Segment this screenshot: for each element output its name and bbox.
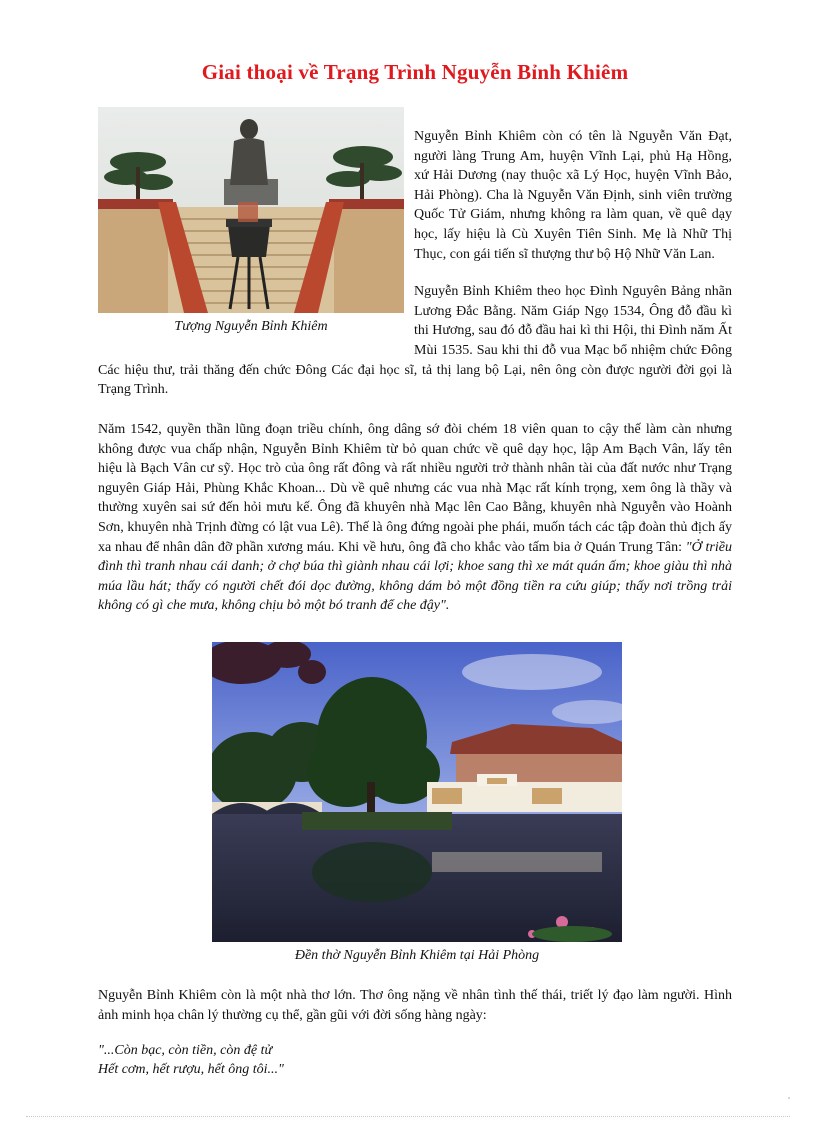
page-title: Giai thoại về Trạng Trình Nguyễn Bỉnh Khiêm	[201, 60, 629, 84]
temple-caption: Đền thờ Nguyễn Bỉnh Khiêm tại Hải Phòng	[294, 948, 540, 963]
paragraph-career-text: Năm 1542, quyền thần lũng đoạn triều chính, ông dâng sớ đòi chém 18 viên quan to cậy thế làm càn nhưng không được vua chấp nhận, Nguyễn Bỉnh Khiêm từ bỏ quan chức về quê dạy học, lập Am Bạch Vân, lấy tên hiệu là Bạch Vân cư sỹ. Học trò của ông rất đông và rất nhiều người trở thành nhân tài của đất nước như Trạng nguyên Giáp Hải, Phùng Khắc Khoan... Dù về quê nhưng các vua nhà Mạc rất kính trọng, xem ông là thầy và thường xuyên sai sứ đến hỏi mưu kế. Ông đã khuyên nhà Mạc lên Cao Bằng, khuyên nhà Nguyễn vào Hoành Sơn, khuyên nhà Trịnh đừng có lật vua Lê). Thế là ông đứng ngoài phe phái, muốn tách các tập đoàn thủ địch ấy xa nhau để nhân dân đỡ phần xương máu. Khi về hưu, ông đã cho khắc vào tấm bia ở Quán Trung Tân:	[98, 422, 732, 555]
page-bottom-rule	[26, 1116, 790, 1117]
poem-line-2: Hết cơm, hết rượu, hết ông tôi..."	[98, 1062, 284, 1077]
temple-photo	[212, 642, 622, 942]
temple-figure	[212, 642, 622, 966]
poem-excerpt	[98, 1041, 732, 1079]
paragraph-biography: Nguyễn Bỉnh Khiêm còn có tên là Nguyễn Văn Đạt, người làng Trung Am, huyện Vĩnh Lại, phủ Hạ Hồng, xứ Hải Dương (nay thuộc xã Lý Học, huyện Vĩnh Bảo, Hải Phòng). Cha là Nguyễn Văn Định, sinh viên trường Quốc Tử Giám, nhưng không ra làm quan, về quê dạy học, lấy hiệu là Cù Xuyên Tiên Sinh. Mẹ là Nhữ Thị Thục, con gái tiến sĩ thượng thư bộ Hộ Nhữ Văn Lan.	[414, 129, 732, 262]
poem-line-1: "...Còn bạc, còn tiền, còn đệ tử	[98, 1043, 273, 1058]
statue-caption: Tượng Nguyễn Bỉnh Khiêm	[174, 319, 328, 334]
page-corner-mark	[788, 1097, 790, 1099]
paragraph-education: Nguyễn Bỉnh Khiêm theo học Đình Nguyên Bảng nhãn Lương Đắc Bằng. Năm Giáp Ngọ 1534, Ông đỗ đầu kì thi Hương, sau đó đỗ đầu hai kì thi Hội, thi Đình năm Ất Mùi 1535. Sau khi thi đỗ vua Mạc bổ nhiệm chức Đông Các hiệu thư, trải thăng đến chức Đông Các đại học sĩ, tả thị lang bộ Lại, nên ông còn được người đời gọi là Trạng Trình.	[98, 284, 732, 398]
paragraph-poetry: Nguyễn Bỉnh Khiêm còn là một nhà thơ lớn. Thơ ông nặng về nhân tình thế thái, triết lý đạo làm người. Hình ảnh minh họa chân lý thường cụ thể, gần gũi với đời sống hàng ngày:	[98, 988, 732, 1023]
statue-photo	[98, 107, 404, 313]
statue-figure	[98, 107, 408, 337]
paragraph-career	[98, 420, 732, 616]
inscription-quote: "Ở triều đình thì tranh nhau cái danh; ở chợ búa thì giành nhau cái lợi; khoe sang thì xe mát quán ấm; khoe giàu thì nhà múa lầu hát; thấy có người chết đói dọc đường, không dám bỏ một đồng tiền ra cứu giúp; thấy nơi trồng trải không có gì che mưa, không chịu bỏ một bó tranh để che đậy".	[98, 539, 732, 614]
intro-section	[98, 107, 732, 400]
